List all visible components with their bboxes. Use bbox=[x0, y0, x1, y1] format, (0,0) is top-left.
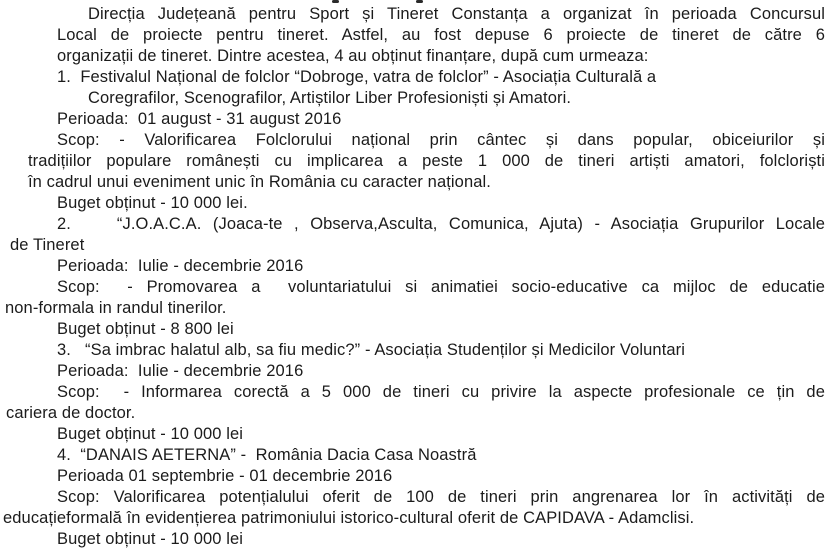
text-line: tradițiilor populare românești cu implicarea a peste 1 000 de tineri artiști amatori, folcloriști bbox=[28, 152, 825, 170]
text-line: 2. “J.O.A.C.A. (Joaca-te , Observa,Asculta, Comunica, Ajuta) - Asociația Grupurilor Locale bbox=[57, 215, 825, 233]
text-line: Scop: - Valorificarea Folclorului național prin cântec și dans popular, obiceiurilor și bbox=[57, 131, 825, 149]
text-line: non-formala in randul tinerilor. bbox=[5, 299, 227, 317]
text-line: Scop: - Informarea corectă a 5 000 de tineri cu privire la aspecte profesionale ce țin de bbox=[57, 383, 825, 401]
text-line: 3. “Sa imbrac halatul alb, sa fiu medic?” - Asociația Studenților și Medicilor Voluntari bbox=[57, 341, 686, 359]
scan-artifact bbox=[332, 0, 339, 3]
text-line: Coregrafilor, Scenografilor, Artiștilor Liber Profesioniști și Amatori. bbox=[88, 89, 572, 107]
text-line: cariera de doctor. bbox=[6, 404, 136, 422]
text-line: Scop: Valorificarea potențialului oferit de 100 de tineri prin angrenarea lor în activități de bbox=[57, 488, 825, 506]
text-line: organizații de tineret. Dintre acestea, 4 au obținut finanțare, după cum urmeaza: bbox=[57, 47, 649, 65]
text-line: Scop: - Promovarea a voluntariatului si animatiei socio-educative ca mijloc de educatie bbox=[57, 278, 825, 296]
text-line: Local de proiecte pentru tineret. Astfel, au fost depuse 6 proiecte de tineret de către 6 bbox=[57, 26, 825, 44]
text-line: Perioada: 01 august - 31 august 2016 bbox=[57, 110, 342, 128]
text-line: 4. “DANAIS AETERNA” - România Dacia Casa Noastră bbox=[57, 446, 477, 464]
text-line: Buget obținut - 10 000 lei bbox=[57, 425, 244, 443]
text-line: Perioada: Iulie - decembrie 2016 bbox=[57, 257, 304, 275]
text-line: Perioada: Iulie - decembrie 2016 bbox=[57, 362, 304, 380]
text-line: Buget obținut - 10 000 lei bbox=[57, 530, 244, 548]
text-line: în cadrul unui eveniment unic în România cu caracter național. bbox=[28, 173, 491, 191]
text-line: de Tineret bbox=[10, 236, 85, 254]
text-line: Direcția Județeană pentru Sport și Tineret Constanța a organizat în perioada Concursul bbox=[88, 5, 825, 23]
scan-artifact bbox=[416, 0, 423, 3]
text-line: Buget obținut - 8 800 lei bbox=[57, 320, 234, 338]
text-line: educațieformală în evidențierea patrimoniului istorico-cultural oferit de CAPIDAVA - Adamclisi. bbox=[3, 509, 695, 527]
text-line: Perioada 01 septembrie - 01 decembrie 2016 bbox=[57, 467, 393, 485]
text-line: Buget obținut - 10 000 lei. bbox=[57, 194, 248, 212]
text-line: 1. Festivalul Național de folclor “Dobroge, vatra de folclor” - Asociația Culturală a bbox=[57, 68, 657, 86]
document-body bbox=[0, 4, 837, 550]
